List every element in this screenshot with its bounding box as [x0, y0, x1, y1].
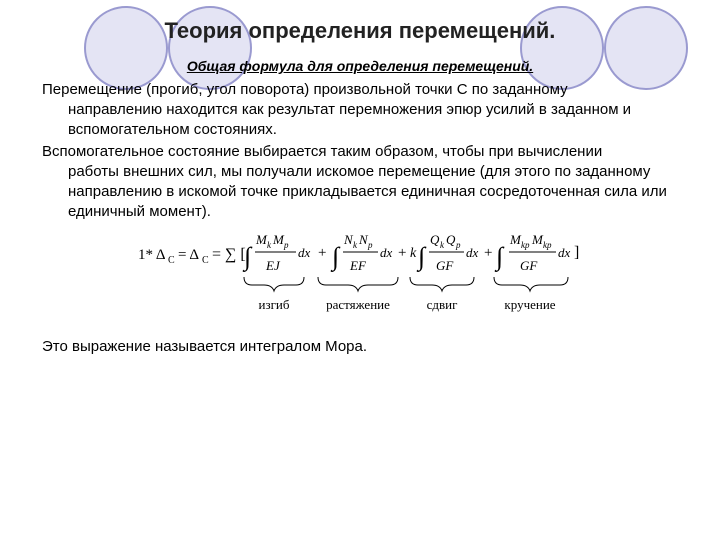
closing-statement: Это выражение называется интегралом Мора. — [42, 338, 368, 355]
term2-num-sub2: p — [368, 240, 373, 250]
formula-sub-c: C — [168, 255, 175, 266]
term2-num-sub1: k — [353, 240, 357, 250]
slide-title: Теория определения перемещений. — [164, 18, 556, 43]
term4-den: GF — [520, 258, 538, 273]
paragraph-displacement-first-line: Перемещение (прогиб, угол поворота) произвольной точки С по заданному — [42, 81, 568, 98]
term4-num-b: M — [532, 232, 543, 247]
underbrace-torsion — [494, 277, 568, 291]
paragraph-auxiliary-state — [42, 142, 682, 222]
plus-3: + — [484, 245, 493, 261]
plus-1: + — [318, 245, 327, 261]
label-bending: изгиб — [258, 297, 290, 312]
mohr-integral-formula — [0, 225, 720, 325]
term4-dx: dx — [558, 245, 571, 260]
integral-sign-3: ∫ — [418, 242, 426, 271]
paragraph-auxiliary-rest: работы внешних сил, мы получали искомое перемещение (для этого по заданному направлению в искомой точке прикладывается единичная сосредоточенная сила или единичный момент). — [68, 163, 667, 220]
label-torsion: кручение — [504, 297, 556, 312]
term1-num-a: M — [256, 232, 267, 247]
paragraph-auxiliary-first-line: Вспомогательное состояние выбирается таким образом, чтобы при вычислении — [42, 143, 603, 160]
term4-num-sub2: kp — [543, 240, 552, 250]
term3-den: GF — [436, 258, 454, 273]
term2-den: EF — [350, 258, 366, 273]
term1-dx: dx — [298, 245, 311, 260]
formula-sum: = ∑ [ — [212, 246, 246, 263]
term1-num-b: M — [273, 232, 284, 247]
formula-svg — [0, 225, 720, 325]
term1-den: EJ — [266, 258, 280, 273]
formula-lhs: 1* Δ — [138, 247, 166, 263]
integral-sign-1: ∫ — [244, 242, 252, 271]
paragraph-displacement-rest: направлению находится как результат перемножения эпюр усилий в заданном и вспомогательном состояниях. — [68, 101, 632, 138]
term3-num-sub1: k — [440, 240, 444, 250]
plus-2: + — [398, 245, 407, 261]
formula-sub-c2: C — [202, 255, 209, 266]
term1-num-sub1: k — [267, 240, 271, 250]
term2-num-b: N — [359, 232, 368, 247]
term4-num-a: M — [510, 232, 521, 247]
label-shear: сдвиг — [426, 297, 458, 312]
slide-subtitle: Общая формула для определения перемещений. — [186, 58, 534, 74]
underbrace-tension — [318, 277, 398, 291]
term4-num-sub1: kp — [521, 240, 530, 250]
integral-sign-2: ∫ — [332, 242, 340, 271]
term2-dx: dx — [380, 245, 393, 260]
paragraph-displacement — [42, 80, 682, 140]
formula-close-bracket: ] — [574, 244, 580, 261]
integral-sign-4: ∫ — [496, 242, 504, 271]
shear-coefficient: k — [410, 246, 417, 261]
underbrace-shear — [410, 277, 474, 291]
term3-num-b: Q — [446, 232, 456, 247]
label-tension: растяжение — [326, 297, 390, 312]
formula-eq: = Δ — [178, 247, 200, 263]
term2-num-a: N — [344, 232, 353, 247]
term3-dx: dx — [466, 245, 479, 260]
term1-num-sub2: p — [284, 240, 289, 250]
term3-num-sub2: p — [456, 240, 461, 250]
underbrace-bending — [244, 277, 304, 291]
term3-num-a: Q — [430, 232, 440, 247]
